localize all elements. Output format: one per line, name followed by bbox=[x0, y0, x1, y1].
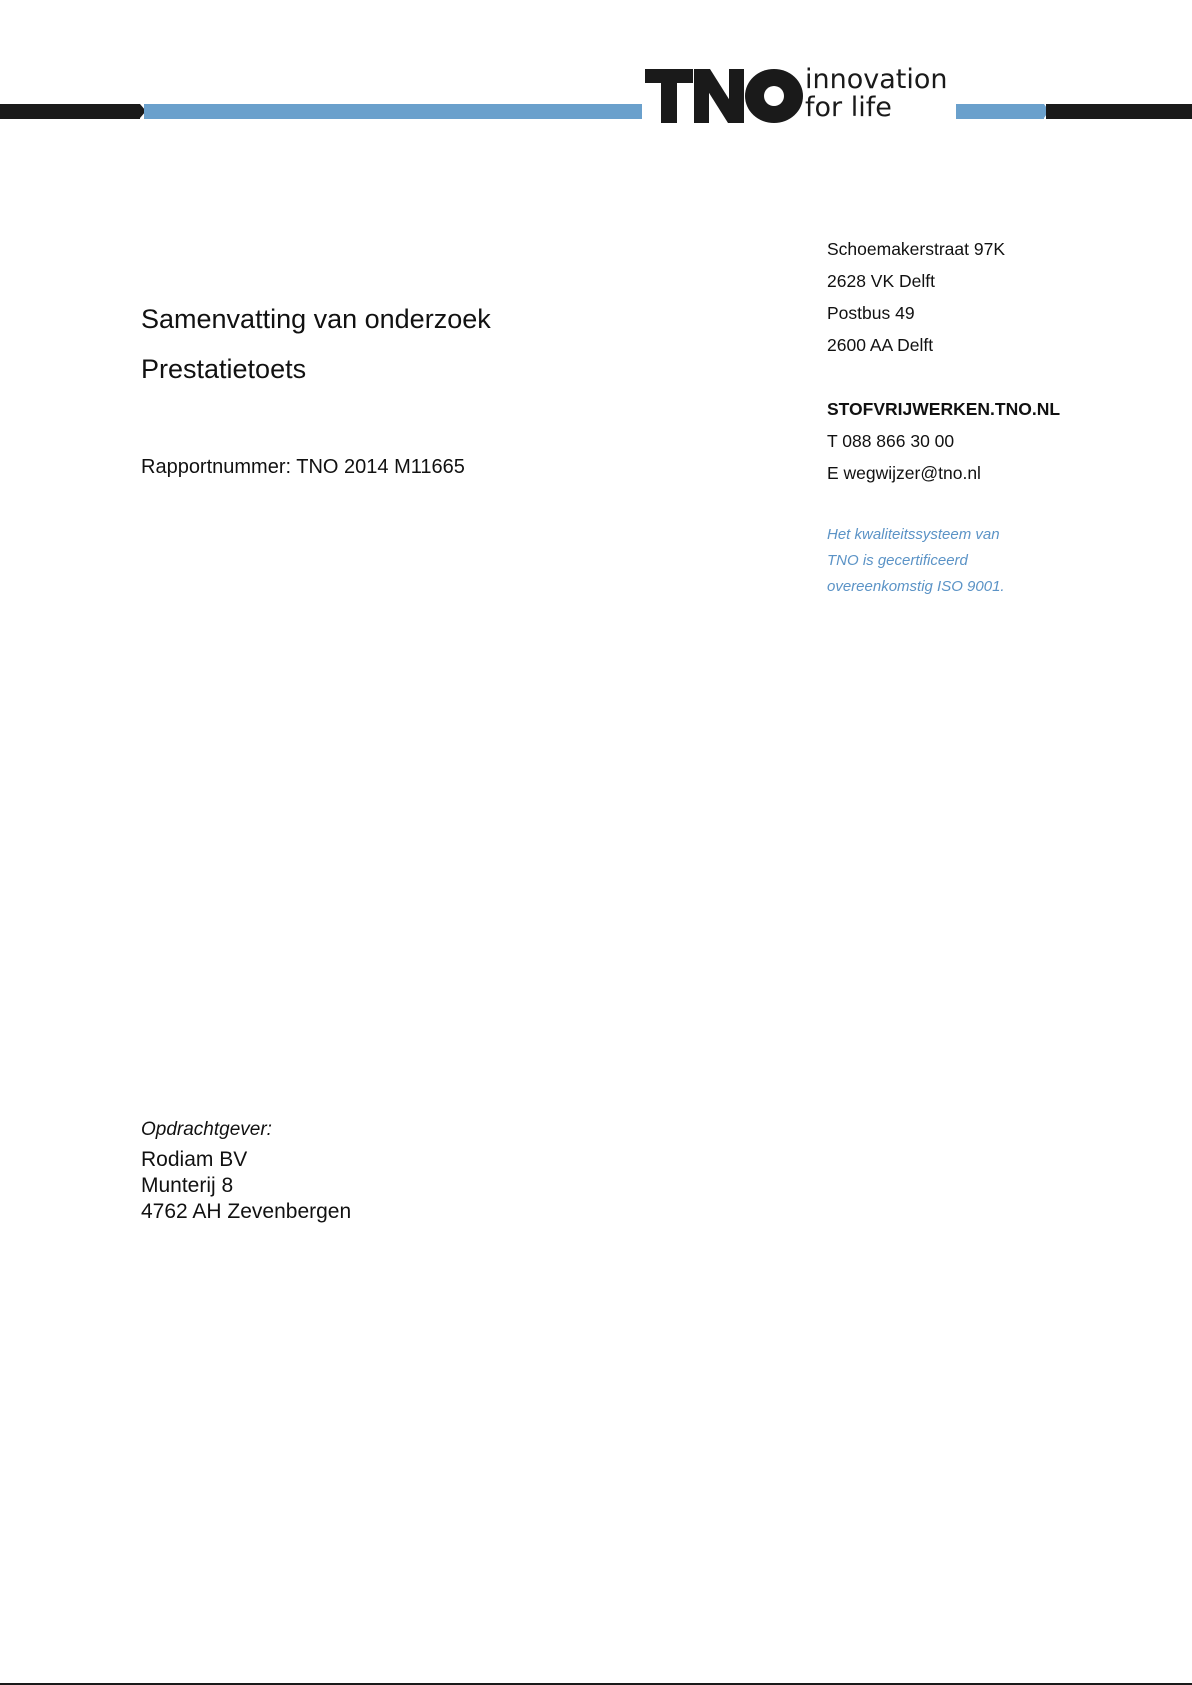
document-title: Samenvatting van onderzoek bbox=[141, 304, 491, 334]
iso-line-3: overeenkomstig ISO 9001. bbox=[827, 578, 1005, 595]
address-city: 2628 VK Delft bbox=[827, 271, 935, 291]
iso-certification-note bbox=[827, 522, 1005, 600]
client-address-block bbox=[141, 1147, 351, 1225]
client-name: Rodiam BV bbox=[141, 1148, 248, 1171]
client-heading: Opdrachtgever: bbox=[141, 1119, 272, 1140]
client-street: Munterij 8 bbox=[141, 1174, 234, 1197]
tno-logo bbox=[644, 66, 956, 126]
address-block bbox=[827, 233, 1005, 361]
address-po-city: 2600 AA Delft bbox=[827, 335, 934, 355]
contact-block bbox=[827, 393, 1060, 489]
address-po-box: Postbus 49 bbox=[827, 303, 915, 323]
logo-tagline-line2: for life bbox=[805, 92, 892, 123]
report-number: Rapportnummer: TNO 2014 M11665 bbox=[141, 456, 465, 478]
address-street: Schoemakerstraat 97K bbox=[827, 239, 1006, 259]
iso-line-1: Het kwaliteitssysteem van bbox=[827, 526, 1000, 543]
logo-tagline bbox=[805, 66, 965, 122]
email-address[interactable]: E wegwijzer@tno.nl bbox=[827, 463, 981, 483]
phone-number: T 088 866 30 00 bbox=[827, 431, 955, 451]
website-link[interactable]: STOFVRIJWERKEN.TNO.NL bbox=[827, 399, 1061, 419]
header-band-left-dark bbox=[0, 104, 140, 119]
tno-wordmark-logo bbox=[644, 69, 804, 123]
iso-line-2: TNO is gecertificeerd bbox=[827, 552, 968, 569]
client-city: 4762 AH Zevenbergen bbox=[141, 1200, 352, 1223]
header-band-right-dark bbox=[1046, 104, 1192, 119]
header-band-left-blue bbox=[144, 104, 642, 119]
logo-tagline-line1: innovation bbox=[805, 64, 948, 95]
document-subtitle: Prestatietoets bbox=[141, 354, 307, 384]
